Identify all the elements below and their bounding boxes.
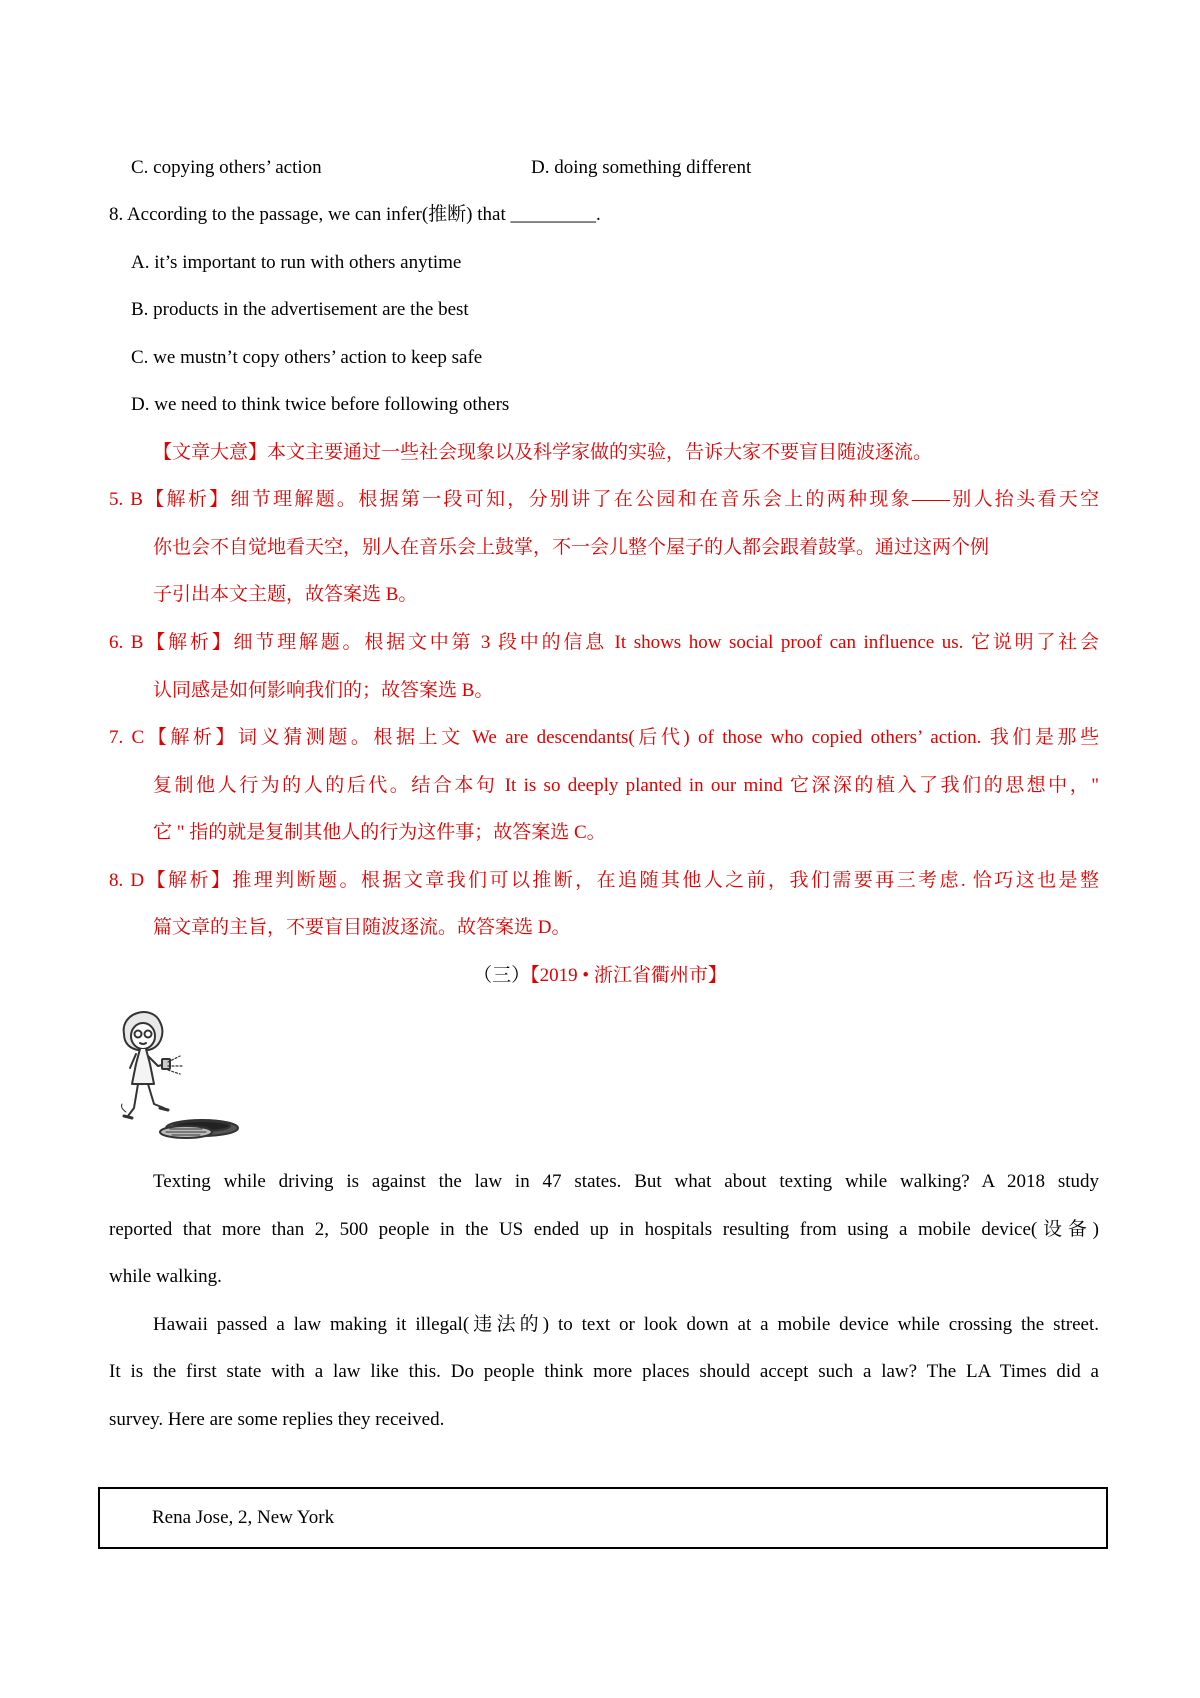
q8-option-a: A. it’s important to run with others anytime xyxy=(131,252,462,273)
answer-6-line-2: 认同感是如何影响我们的；故答案选 B。 xyxy=(153,680,494,701)
passage-p1-line-3: while walking. xyxy=(109,1266,222,1287)
passage-p2-line-1: Hawaii passed a law making it illegal(违法的) to text or look down at a mobile device while crossing the street. xyxy=(153,1314,1099,1335)
q8-option-d: D. we need to think twice before following others xyxy=(131,394,510,415)
section-heading xyxy=(0,964,1200,988)
q8-option-c: C. we mustn’t copy others’ action to keep safe xyxy=(131,347,483,368)
answer-7-line-3: 它 " 指的就是复制其他人的行为这件事；故答案选 C。 xyxy=(153,822,606,843)
answer-7-line-2: 复制他人行为的人的后代。结合本句 It is so deeply planted in our mind 它深深的植入了我们的思想中，" xyxy=(153,775,1099,796)
answer-7-line-1: 7. C【解析】词义猜测题。根据上文 We are descendants(后代) of those who copied others’ action. 我们是那些 xyxy=(109,727,1099,748)
reply-box xyxy=(98,1487,1108,1549)
passage-p2-line-2: It is the first state with a law like this. Do people think more places should accept such a law? The LA Times did a xyxy=(109,1361,1099,1382)
article-summary: 【文章大意】本文主要通过一些社会现象以及科学家做的实验，告诉大家不要盲目随波逐流。 xyxy=(153,442,933,463)
reply-name: Rena Jose, 2, New York xyxy=(152,1507,335,1528)
section-prefix: （三） xyxy=(473,965,531,986)
q7-option-c: C. copying others’ action xyxy=(131,157,322,178)
answer-5-line-2: 你也会不自觉地看天空，别人在音乐会上鼓掌，不一会儿整个屋子的人都会跟着鼓掌。通过这两个例 xyxy=(153,537,990,558)
girl-texting-illustration xyxy=(110,1004,240,1146)
answer-8-line-1: 8. D【解析】推理判断题。根据文章我们可以推断，在追随其他人之前，我们需要再三考虑. 恰巧这也是整 xyxy=(109,870,1099,891)
section-source: 【2019 • 浙江省衢州市】 xyxy=(530,965,727,986)
answer-5-line-3: 子引出本文主题，故答案选 B。 xyxy=(153,584,418,605)
passage-p2-line-3: survey. Here are some replies they received. xyxy=(109,1409,445,1430)
answer-6-line-1: 6. B【解析】细节理解题。根据文中第 3 段中的信息 It shows how social proof can influence us. 它说明了社会 xyxy=(109,632,1099,653)
q7-option-d: D. doing something different xyxy=(531,157,752,178)
answer-8-line-2: 篇文章的主旨，不要盲目随波逐流。故答案选 D。 xyxy=(153,917,571,938)
q8-option-b: B. products in the advertisement are the best xyxy=(131,299,469,320)
passage-p1-line-2: reported that more than 2, 500 people in the US ended up in hospitals resulting from using a mobile device(设备) xyxy=(109,1219,1099,1240)
passage-p1-line-1: Texting while driving is against the law in 47 states. But what about texting while walking? A 2018 study xyxy=(153,1171,1099,1192)
answer-5-line-1: 5. B【解析】细节理解题。根据第一段可知，分别讲了在公园和在音乐会上的两种现象——别人抬头看天空 xyxy=(109,489,1099,510)
q8-stem: 8. According to the passage, we can infer(推断) that _________. xyxy=(109,204,601,225)
